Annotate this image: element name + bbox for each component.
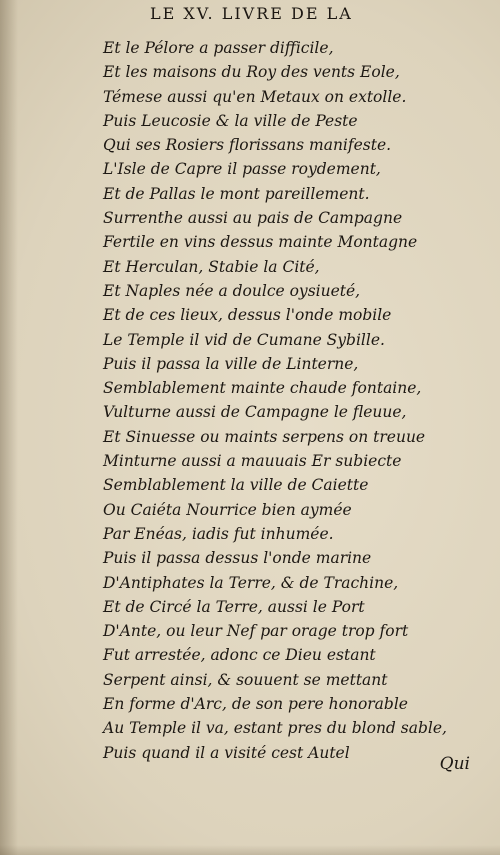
- running-head: LE XV. LIVRE DE LA: [150, 4, 353, 23]
- verse-line: Puis Leucosie & la ville de Peste: [103, 111, 358, 130]
- verse-line: Vulturne aussi de Campagne le fleuue,: [103, 403, 407, 422]
- verse-line: Puis quand il a visité cest Autel: [103, 743, 350, 762]
- verse-block: [103, 36, 493, 765]
- verse-line: Semblablement la ville de Caiette: [103, 476, 369, 495]
- verse-line: L'Isle de Capre il passe roydement,: [103, 160, 381, 179]
- verse-line: Puis il passa la ville de Linterne,: [103, 354, 359, 373]
- verse-line: Qui ses Rosiers florissans manifeste.: [103, 136, 392, 155]
- verse-line: Et Naples née a doulce oysiueté,: [103, 281, 361, 300]
- verse-line: Et le Pélore a passer difficile,: [103, 39, 334, 57]
- verse-line: Témese aussi qu'en Metaux on extolle.: [103, 87, 407, 106]
- verse-line: Par Enéas, iadis fut inhumée.: [103, 524, 334, 543]
- verse-line: Semblablement mainte chaude fontaine,: [103, 379, 422, 398]
- verse-line: Surrenthe aussi au pais de Campagne: [103, 209, 403, 228]
- verse-line: Et de ces lieux, dessus l'onde mobile: [103, 306, 392, 325]
- verse-line: Et Herculan, Stabie la Cité,: [103, 257, 320, 276]
- verse-line: D'Antiphates la Terre, & de Trachine,: [103, 573, 399, 592]
- verse-line: Le Temple il vid de Cumane Sybille.: [103, 330, 385, 349]
- verse-line: Au Temple il va, estant pres du blond sable,: [103, 719, 447, 738]
- verse-line: Minturne aussi a mauuais Er subiecte: [103, 452, 402, 471]
- verse-line: Fut arrestée, adonc ce Dieu estant: [103, 646, 376, 665]
- verse-line: Ou Caiéta Nourrice bien aymée: [103, 500, 352, 519]
- verse-line: Serpent ainsi, & souuent se mettant: [103, 670, 388, 689]
- verse-line: En forme d'Arc, de son pere honorable: [103, 695, 408, 714]
- verse-line: Et Sinuesse ou maints serpens on treuue: [103, 427, 426, 446]
- verse-line: Et de Pallas le mont pareillement.: [103, 184, 370, 203]
- verse-line: Puis il passa dessus l'onde marine: [103, 549, 372, 568]
- bottom-shadow: [0, 845, 500, 855]
- verse-line: Fertile en vins dessus mainte Montagne: [103, 233, 418, 252]
- verse-line: D'Ante, ou leur Nef par orage trop fort: [103, 622, 409, 641]
- catchword: Qui: [439, 754, 470, 774]
- verse-line: Et de Circé la Terre, aussi le Port: [103, 597, 365, 616]
- gutter-shadow: [0, 0, 18, 855]
- verse-line: Et les maisons du Roy des vents Eole,: [103, 63, 400, 82]
